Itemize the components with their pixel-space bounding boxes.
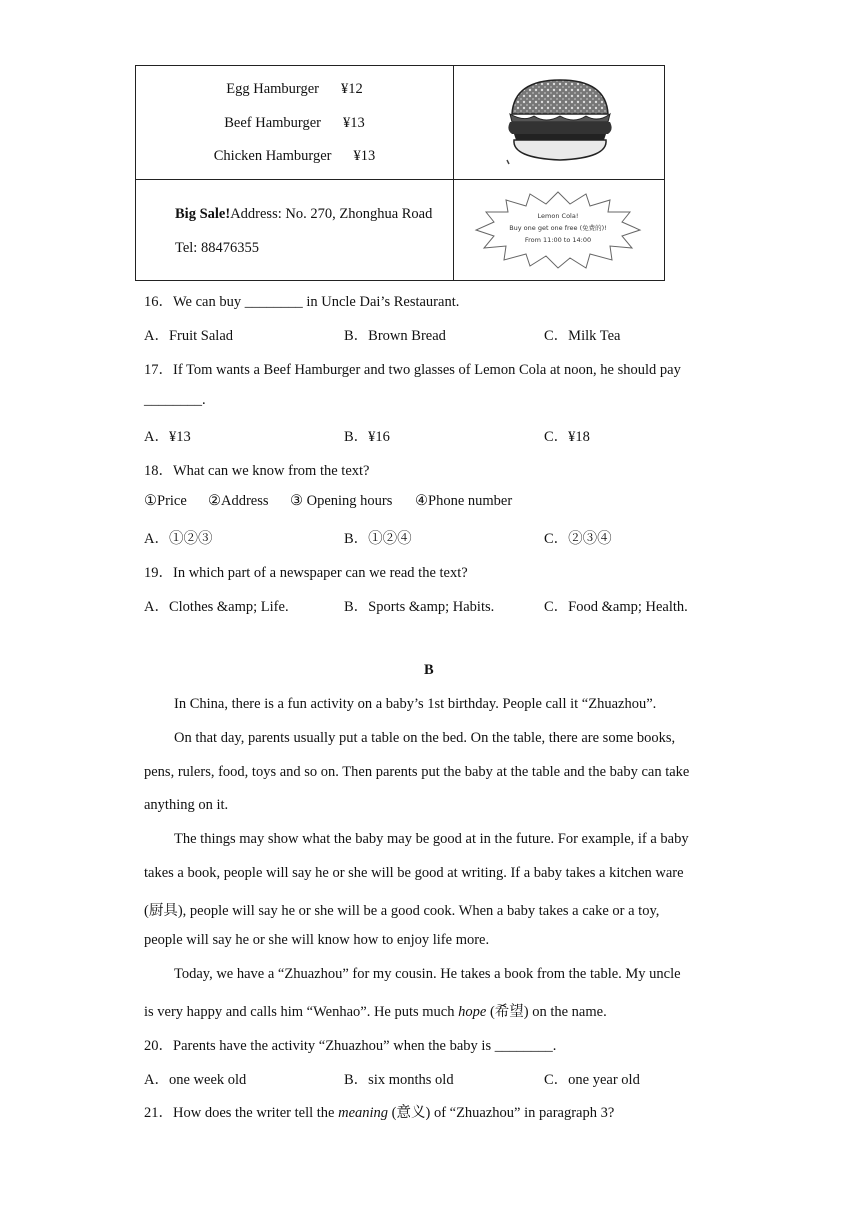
question-19-stem: 19．In which part of a newspaper can we read the text? [144,565,468,581]
starburst-image [474,190,642,270]
passage-line: In China, there is a fun activity on a baby’s 1st birthday. People call it “Zhuazhou”. [174,696,657,712]
menu-item-name: Beef Hamburger [224,115,321,131]
q18-option-b: B．①②④ [344,531,412,547]
passage-line [144,1000,607,1021]
menu-item-beef [136,115,453,132]
starburst-line2: Buy one get one free (免费的)! [509,224,607,232]
q16-option-a: A．Fruit Salad [144,328,234,344]
passage-line: people will say he or she will know how to enjoy life more. [144,932,490,948]
q18-option-c: C．②③④ [544,531,612,547]
question-italic-word: meaning [338,1105,389,1121]
menu-item-chicken [136,148,453,165]
address-text: Address: No. 270, Zhonghua Road [230,206,433,222]
table-divider-vertical [453,66,454,280]
question-17-blank: ________. [144,392,206,408]
q18-item-4: ④Phone number [415,493,513,509]
q20-option-c: C．one year old [544,1072,640,1088]
q19-option-a: A．Clothes &amp; Life. [144,599,289,615]
passage-italic-word: hope [458,1004,487,1020]
starburst-line3: From 11:00 to 14:00 [524,236,592,244]
passage-line: On that day, parents usually put a table on the bed. On the table, there are some books, [174,730,676,746]
phone-text: Tel: 88476355 [175,240,259,256]
menu-item-egg [136,81,453,98]
q17-option-b: B．¥16 [344,429,390,445]
question-text: (意义) of “Zhuazhou” in paragraph 3? [388,1105,615,1121]
question-21-stem [144,1101,614,1122]
q17-option-c: C．¥18 [544,429,590,445]
q18-item-1: ①Price [144,493,187,509]
menu-item-name: Egg Hamburger [226,81,319,97]
ad-table [135,65,665,281]
passage-line: anything on it. [144,797,229,813]
passage-line: The things may show what the baby may be good at in the future. For example, if a baby [174,831,689,847]
starburst-line1: Lemon Cola! [537,212,579,220]
sale-label: Big Sale! [175,206,231,222]
passage-line: Today, we have a “Zhuazhou” for my cousin. He takes a book from the table. My uncle [174,966,681,982]
menu-item-price: ¥13 [343,115,365,131]
question-20-stem: 20．Parents have the activity “Zhuazhou” when the baby is ________. [144,1038,557,1054]
menu-item-price: ¥13 [353,148,376,164]
q18-item-3: ③ Opening hours [290,493,393,509]
q18-item-2: ②Address [208,493,269,509]
q19-option-b: B．Sports &amp; Habits. [344,599,495,615]
table-divider-horizontal [136,179,664,180]
q18-option-a: A．①②③ [144,531,213,547]
q19-option-c: C．Food &amp; Health. [544,599,688,615]
passage-line: takes a book, people will say he or she will be good at writing. If a baby takes a kitchen ware [144,865,684,881]
sale-info [175,206,432,223]
menu-item-price: ¥12 [341,81,363,97]
hamburger-image [504,76,616,168]
q17-option-a: A．¥13 [144,429,191,445]
section-heading: B [424,662,434,678]
question-18-stem: 18．What can we know from the text? [144,463,370,479]
passage-line: (厨具), people will say he or she will be a good cook. When a baby takes a cake or a toy, [144,903,660,919]
q20-option-a: A．one week old [144,1072,247,1088]
q20-option-b: B．six months old [344,1072,454,1088]
passage-line: pens, rulers, food, toys and so on. Then parents put the baby at the table and the baby can take [144,764,690,780]
q16-option-c: C．Milk Tea [544,328,621,344]
passage-text: (希望) on the name. [486,1004,607,1020]
passage-text: is very happy and calls him “Wenhao”. He puts much [144,1004,459,1020]
menu-item-name: Chicken Hamburger [213,148,332,164]
q16-option-b: B．Brown Bread [344,328,446,344]
question-text: 21．How does the writer tell the [144,1105,339,1121]
question-17-stem: 17．If Tom wants a Beef Hamburger and two glasses of Lemon Cola at noon, he should pay [144,362,681,378]
question-16-stem: 16．We can buy ________ in Uncle Dai’s Restaurant. [144,294,460,310]
